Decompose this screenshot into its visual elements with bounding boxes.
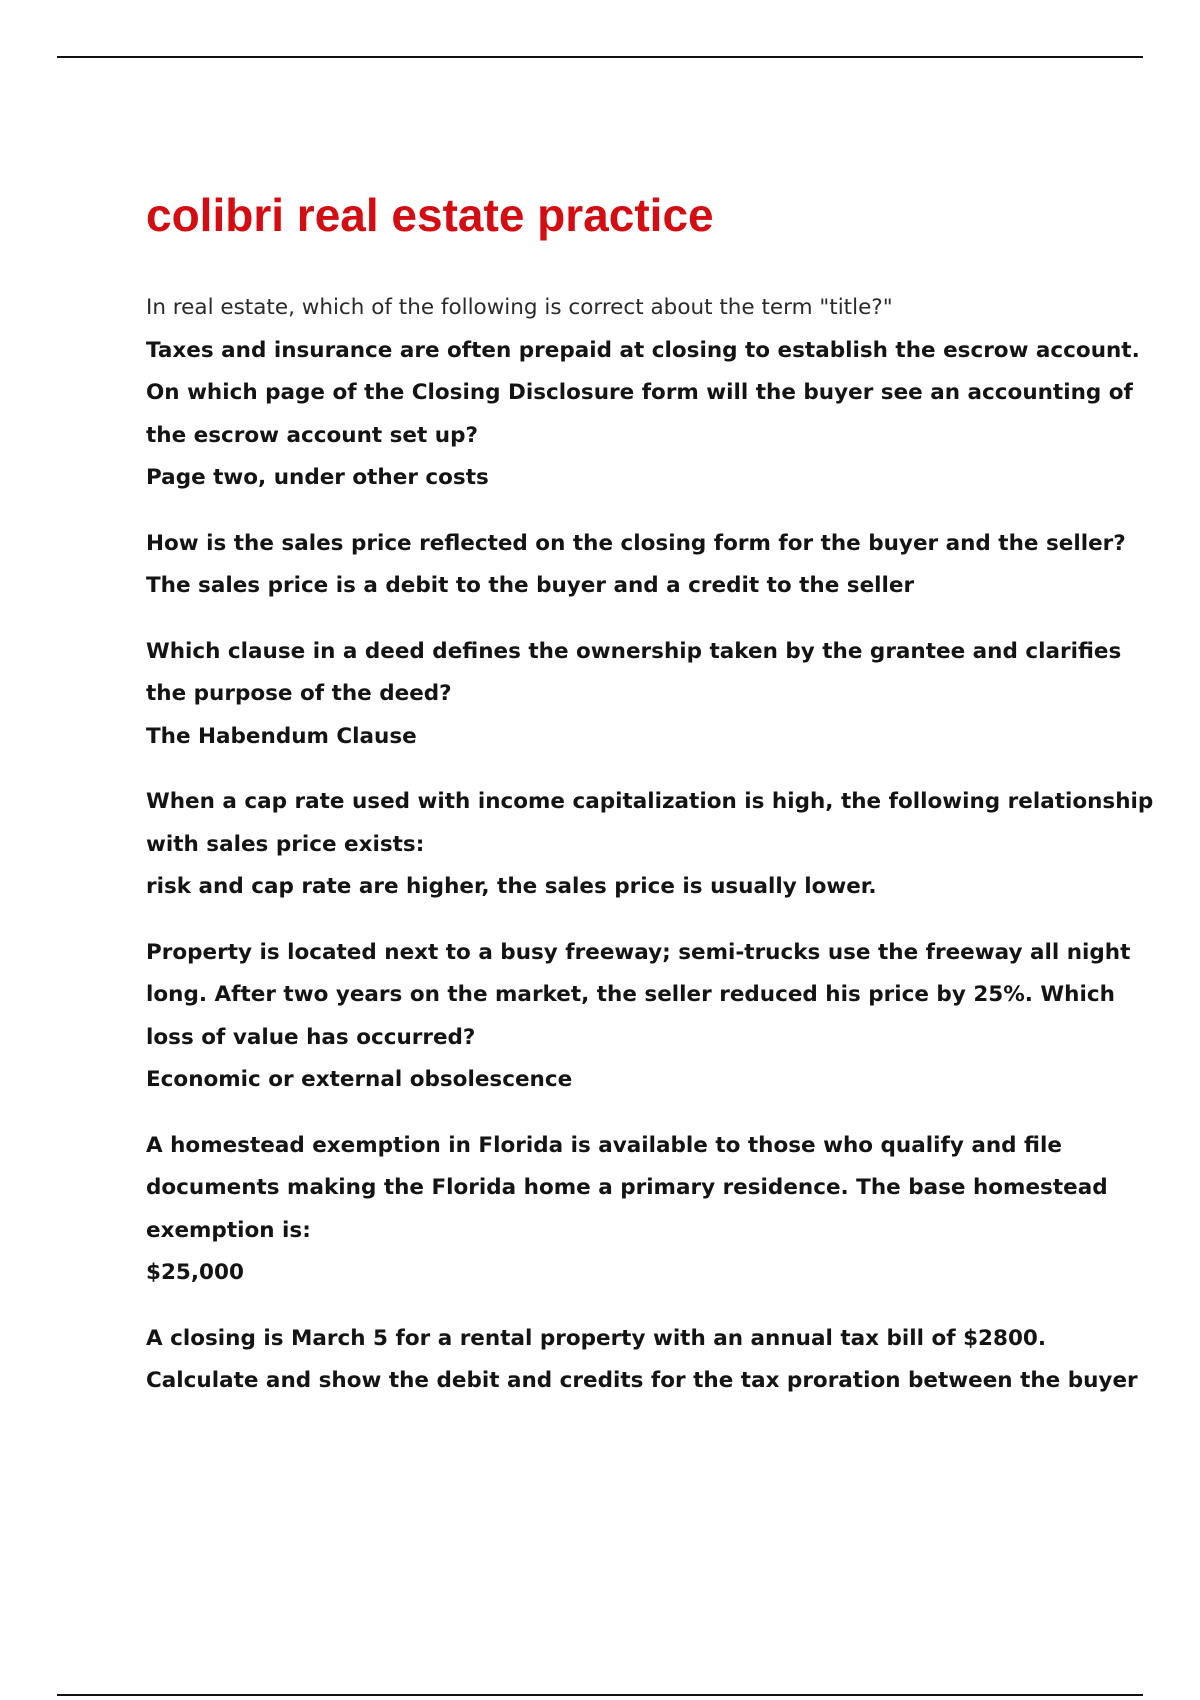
document-title: colibri real estate practice bbox=[146, 189, 714, 241]
answer: Economic or external obsolescence bbox=[146, 1067, 573, 1092]
question-line: On which page of the Closing Disclosure form will the buyer see an accounting of bbox=[146, 380, 1133, 405]
question-line: documents making the Florida home a primary residence. The base homestead bbox=[146, 1175, 1108, 1200]
qa-item-6 bbox=[146, 1125, 1106, 1295]
question-line: exemption is: bbox=[146, 1217, 311, 1243]
answer: $25,000 bbox=[146, 1260, 244, 1285]
qa-item-1 bbox=[146, 330, 1140, 500]
bottom-divider bbox=[57, 1694, 1143, 1696]
question-line: Which clause in a deed defines the ownership taken by the grantee and clarifies bbox=[146, 638, 1122, 664]
qa-item-2 bbox=[146, 523, 1126, 608]
answer: risk and cap rate are higher, the sales price is usually lower. bbox=[146, 874, 877, 899]
qa-item-5 bbox=[146, 932, 1131, 1102]
question-line: the purpose of the deed? bbox=[146, 681, 452, 706]
qa-item-7 bbox=[146, 1318, 1138, 1403]
question-line: Calculate and show the debit and credits for the tax proration between the buyer bbox=[146, 1368, 1138, 1393]
question-line: loss of value has occurred? bbox=[146, 1024, 476, 1050]
question-line: How is the sales price reflected on the closing form for the buyer and the seller? bbox=[146, 530, 1126, 556]
question-line: A homestead exemption in Florida is available to those who qualify and file bbox=[146, 1132, 1062, 1158]
answer: The sales price is a debit to the buyer and a credit to the seller bbox=[146, 573, 915, 598]
qa-item-3 bbox=[146, 631, 1122, 759]
question-line: Taxes and insurance are often prepaid at closing to establish the escrow account. bbox=[146, 337, 1140, 363]
question-line: A closing is March 5 for a rental property with an annual tax bill of $2800. bbox=[146, 1325, 1047, 1351]
intro-question: In real estate, which of the following is correct about the term "title?" bbox=[146, 295, 893, 320]
question-line: long. After two years on the market, the seller reduced his price by 25%. Which bbox=[146, 982, 1115, 1007]
answer: The Habendum Clause bbox=[146, 723, 417, 749]
question-line: When a cap rate used with income capitalization is high, the following relationship bbox=[146, 789, 1154, 814]
question-line: with sales price exists: bbox=[146, 831, 425, 857]
top-divider bbox=[57, 56, 1143, 58]
answer: Page two, under other costs bbox=[146, 465, 489, 490]
question-line: Property is located next to a busy freeway; semi-trucks use the freeway all night bbox=[146, 939, 1131, 965]
question-line: the escrow account set up? bbox=[146, 422, 478, 448]
document-body bbox=[146, 186, 1154, 1403]
qa-item-4 bbox=[146, 781, 1154, 909]
